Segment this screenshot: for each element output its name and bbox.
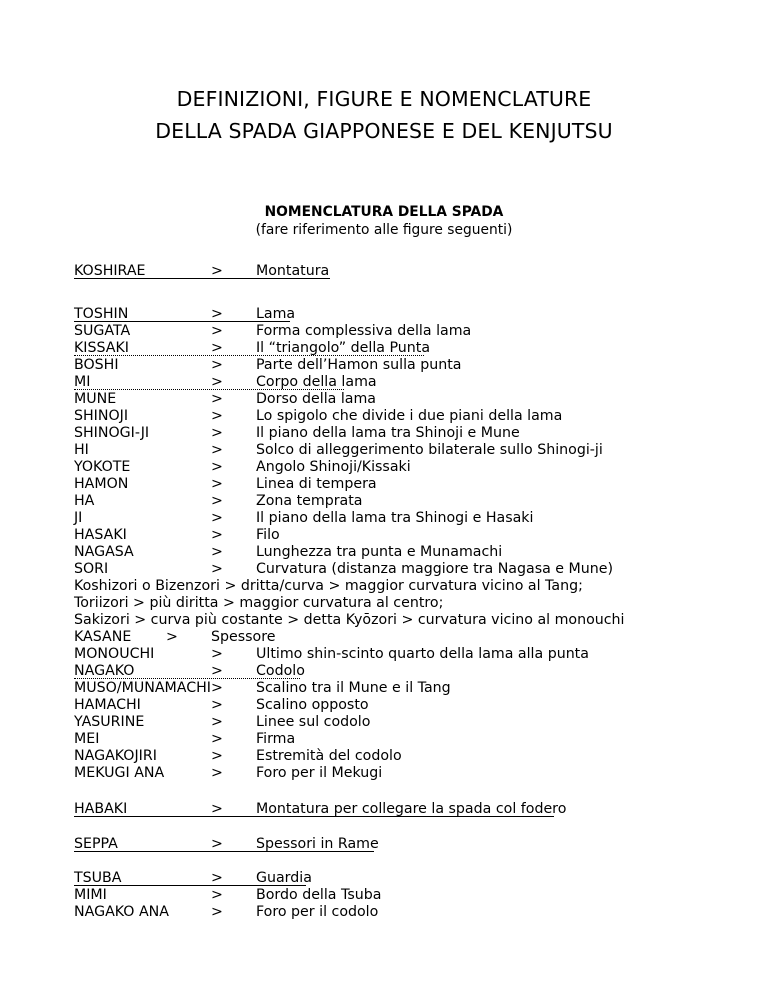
entry-definition: Codolo: [256, 663, 305, 679]
entry-separator: >: [211, 680, 223, 696]
entry-definition: Spessori in Rame: [256, 836, 379, 852]
entry-separator: >: [211, 263, 223, 279]
entry-term: NAGAKO: [74, 663, 135, 679]
entry-definition: Linea di tempera: [256, 476, 377, 492]
entry-term: SUGATA: [74, 323, 131, 339]
entry-definition: Lunghezza tra punta e Munamachi: [256, 544, 503, 560]
entry-definition: Guardia: [256, 870, 312, 886]
entry-separator: >: [211, 340, 223, 356]
entry-separator: >: [211, 870, 223, 886]
entry-definition: Corpo della lama: [256, 374, 377, 390]
entry-term: SHINOGI-JI: [74, 425, 150, 441]
entry-separator: >: [211, 527, 223, 543]
entry-term: NAGAKO ANA: [74, 904, 169, 920]
entry-definition: Lama: [256, 306, 296, 322]
entry-separator: >: [211, 357, 223, 373]
entry-separator: >: [211, 306, 223, 322]
entry-separator: >: [211, 493, 223, 509]
section-heading: NOMENCLATURA DELLA SPADA: [264, 204, 504, 220]
entry-definition: Scalino tra il Mune e il Tang: [256, 680, 451, 696]
entry-definition: Solco di alleggerimento bilaterale sullo Shinogi-ji: [256, 442, 603, 458]
entry-separator: >: [211, 836, 223, 852]
entry-definition: Estremità del codolo: [256, 748, 402, 764]
entry-term: MIMI: [74, 887, 107, 903]
entry-term: MI: [74, 374, 91, 390]
page-title-line-2: DELLA SPADA GIAPPONESE E DEL KENJUTSU: [155, 119, 613, 143]
entry-definition: Montatura: [256, 263, 330, 279]
entry-separator: >: [211, 663, 223, 679]
entry-term: MUNE: [74, 391, 117, 407]
sori-note-3: Sakizori > curva più costante > detta Kyōzori > curvatura vicino al monouchi: [74, 612, 625, 628]
entry-separator: >: [211, 561, 223, 577]
entry-definition: Angolo Shinoji/Kissaki: [256, 459, 411, 475]
entry-term: MEI: [74, 731, 100, 747]
sori-note-2: Toriizori > più diritta > maggior curvatura al centro;: [74, 595, 444, 611]
entry-term: KISSAKI: [74, 340, 129, 356]
entry-term: SORI: [74, 561, 109, 577]
entry-separator: >: [211, 646, 223, 662]
entry-term: KOSHIRAE: [74, 263, 146, 279]
entry-separator: >: [211, 459, 223, 475]
entry-definition: Spessore: [211, 629, 276, 645]
entry-separator: >: [211, 510, 223, 526]
entry-separator: >: [211, 442, 223, 458]
entry-separator: >: [211, 425, 223, 441]
entry-kasane: [74, 628, 276, 646]
entry-definition: Scalino opposto: [256, 697, 369, 713]
entry-term: HI: [74, 442, 89, 458]
entry-separator: >: [211, 476, 223, 492]
entry-definition: Foro per il Mekugi: [256, 765, 383, 781]
entry-separator: >: [211, 697, 223, 713]
entry-definition: Dorso della lama: [256, 391, 376, 407]
entry-separator: >: [211, 801, 223, 817]
entry-separator: >: [211, 374, 223, 390]
entry-definition: Zona temprata: [256, 493, 363, 509]
entry-separator: >: [211, 408, 223, 424]
entry-definition: Il piano della lama tra Shinogi e Hasaki: [256, 510, 534, 526]
entry-separator: >: [211, 731, 223, 747]
entry-definition: Ultimo shin-scinto quarto della lama alla punta: [256, 646, 589, 662]
entry-term: YOKOTE: [74, 459, 131, 475]
entry-separator: >: [166, 629, 178, 645]
entry-term: NAGASA: [74, 544, 134, 560]
entry-term: HABAKI: [74, 801, 128, 817]
entry-definition: Lo spigolo che divide i due piani della lama: [256, 408, 563, 424]
entry-term: YASURINE: [74, 714, 145, 730]
entry-definition: Linee sul codolo: [256, 714, 371, 730]
entry-term: TSUBA: [74, 870, 122, 886]
entry-definition: Firma: [256, 731, 296, 747]
entry-separator: >: [211, 887, 223, 903]
entry-term: NAGAKOJIRI: [74, 748, 157, 764]
entry-definition: Il “triangolo” della Punta: [256, 340, 431, 356]
entry-definition: Parte dell’Hamon sulla punta: [256, 357, 462, 373]
entry-term: HASAKI: [74, 527, 127, 543]
entry-term: KASANE: [74, 629, 132, 645]
entry-separator: >: [211, 748, 223, 764]
entry-separator: >: [211, 323, 223, 339]
entry-definition: Il piano della lama tra Shinoji e Mune: [256, 425, 520, 441]
section-note: (fare riferimento alle figure seguenti): [255, 222, 513, 238]
entry-separator: >: [211, 765, 223, 781]
entry-definition: Forma complessiva della lama: [256, 323, 472, 339]
entry-term: TOSHIN: [74, 306, 129, 322]
sori-note-1: Koshizori o Bizenzori > dritta/curva > maggior curvatura vicino al Tang;: [74, 578, 583, 594]
entry-term: HA: [74, 493, 95, 509]
entry-definition: Foro per il codolo: [256, 904, 379, 920]
entry-definition: Filo: [256, 527, 280, 543]
entry-term: SHINOJI: [74, 408, 129, 424]
entry-definition: Bordo della Tsuba: [256, 887, 382, 903]
entry-definition: Curvatura (distanza maggiore tra Nagasa e Mune): [256, 561, 614, 577]
page-title-line-1: DEFINIZIONI, FIGURE E NOMENCLATURE: [176, 87, 592, 111]
entry-term: HAMACHI: [74, 697, 141, 713]
entry-separator: >: [211, 904, 223, 920]
entry-separator: >: [211, 544, 223, 560]
entry-term: MEKUGI ANA: [74, 765, 165, 781]
entry-separator: >: [211, 391, 223, 407]
entry-separator: >: [211, 714, 223, 730]
entry-term: SEPPA: [74, 836, 118, 852]
entry-term: MUSO/MUNAMACHI: [74, 680, 211, 696]
entry-term: BOSHI: [74, 357, 119, 373]
entry-term: MONOUCHI: [74, 646, 155, 662]
entry-term: JI: [74, 510, 83, 526]
entry-term: HAMON: [74, 476, 129, 492]
entry-definition: Montatura per collegare la spada col fodero: [256, 801, 567, 817]
